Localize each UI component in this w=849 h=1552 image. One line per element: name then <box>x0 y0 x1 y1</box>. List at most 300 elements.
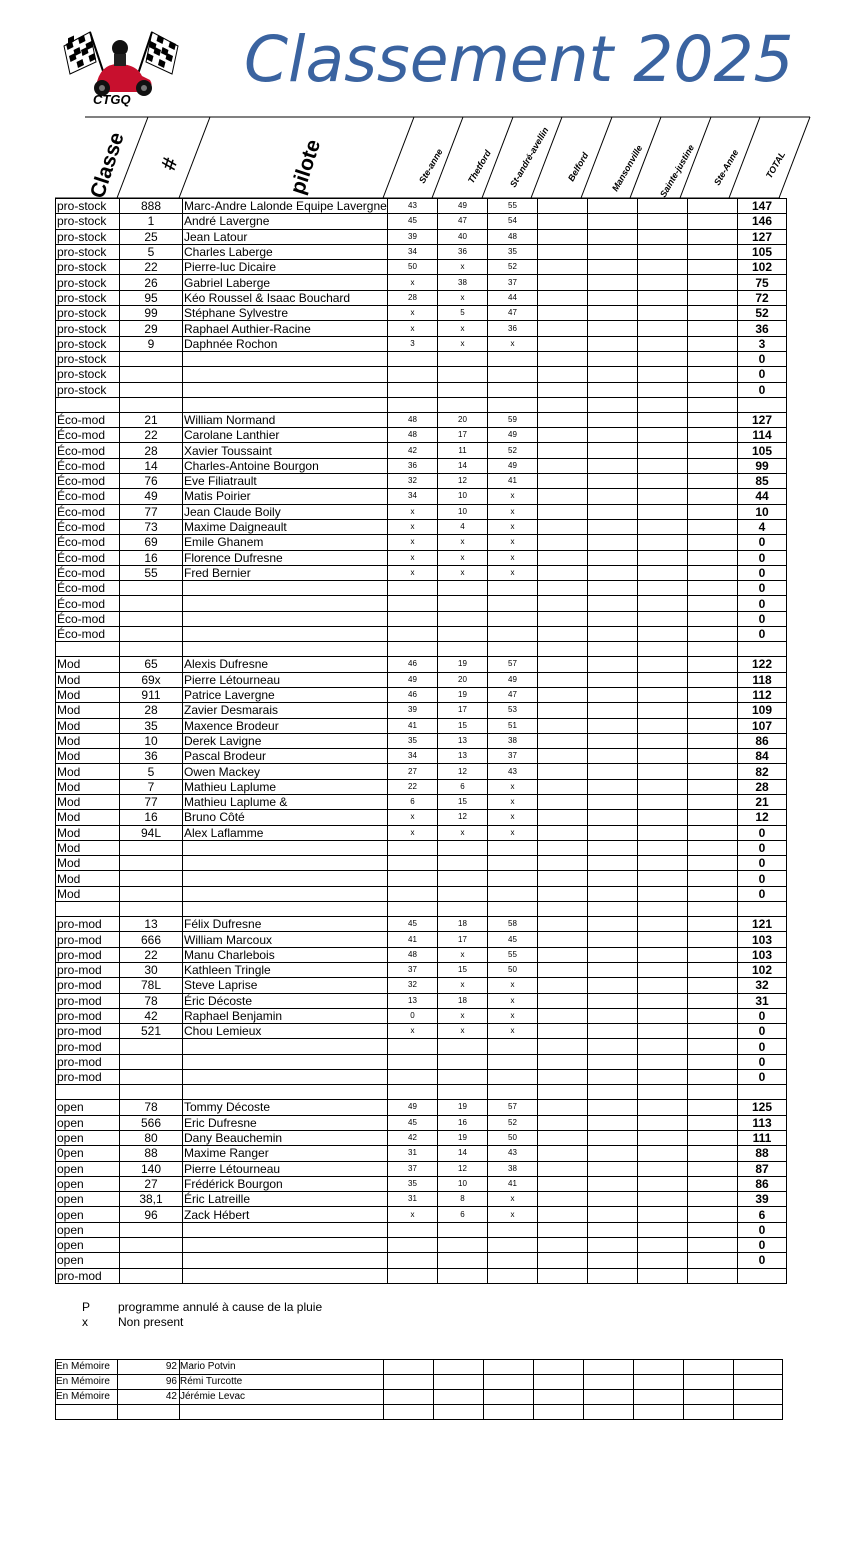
score-cell <box>538 474 588 489</box>
empty-cell <box>584 1390 634 1405</box>
class-cell: Mod <box>56 657 120 672</box>
number-cell: 16 <box>120 810 183 825</box>
table-row <box>56 657 787 672</box>
score-cell: 45 <box>388 1115 438 1130</box>
score-cell <box>538 1024 588 1039</box>
score-cell <box>688 290 738 305</box>
score-cell: 12 <box>438 810 488 825</box>
score-cell: x <box>438 260 488 275</box>
score-cell <box>588 336 638 351</box>
score-cell: 52 <box>488 1115 538 1130</box>
logo-text: CTGQ <box>93 92 131 107</box>
table-row <box>56 1039 787 1054</box>
empty-cell <box>584 1405 634 1420</box>
empty-cell <box>734 1360 783 1375</box>
score-cell <box>488 351 538 366</box>
number-cell <box>120 1039 183 1054</box>
pilot-cell: Matis Poirier <box>183 489 388 504</box>
empty-cell <box>634 1390 684 1405</box>
total-cell: 75 <box>738 275 787 290</box>
score-cell: 59 <box>488 412 538 427</box>
memorial-label: En Mémoire <box>56 1390 118 1405</box>
score-cell: 38 <box>488 1161 538 1176</box>
total-cell: 127 <box>738 229 787 244</box>
score-cell <box>588 290 638 305</box>
score-cell: 41 <box>488 1176 538 1191</box>
score-cell: 15 <box>438 962 488 977</box>
score-cell: x <box>438 947 488 962</box>
table-row <box>56 932 787 947</box>
number-cell: 95 <box>120 290 183 305</box>
score-cell <box>588 840 638 855</box>
class-cell: open <box>56 1207 120 1222</box>
score-cell: 10 <box>438 489 488 504</box>
score-cell <box>538 627 588 642</box>
score-cell <box>438 1070 488 1085</box>
empty-cell <box>634 1360 684 1375</box>
number-cell: 888 <box>120 199 183 214</box>
number-cell: 10 <box>120 733 183 748</box>
score-cell <box>388 886 438 901</box>
score-cell <box>638 535 688 550</box>
table-row <box>56 779 787 794</box>
score-cell <box>588 382 638 397</box>
number-cell <box>120 856 183 871</box>
table-row <box>56 917 787 932</box>
empty-cell <box>538 397 588 412</box>
score-cell: 39 <box>388 703 438 718</box>
score-cell <box>638 1176 688 1191</box>
header-classe: Classe <box>86 129 129 202</box>
empty-cell <box>734 1375 783 1390</box>
legend-symbol: x <box>82 1315 88 1329</box>
score-cell <box>588 718 638 733</box>
score-cell: 55 <box>488 199 538 214</box>
score-cell <box>538 1222 588 1237</box>
total-cell: 102 <box>738 260 787 275</box>
score-cell: 39 <box>388 229 438 244</box>
class-cell: open <box>56 1130 120 1145</box>
legend-symbol: P <box>82 1300 91 1314</box>
score-cell <box>488 1238 538 1253</box>
total-cell: 0 <box>738 351 787 366</box>
table-row <box>56 825 787 840</box>
score-cell: 54 <box>488 214 538 229</box>
score-cell <box>638 489 688 504</box>
score-cell <box>638 687 688 702</box>
score-cell <box>588 244 638 259</box>
score-cell <box>638 932 688 947</box>
score-cell: x <box>388 535 438 550</box>
empty-cell <box>183 642 388 657</box>
score-cell <box>588 367 638 382</box>
pilot-cell: Frédérick Bourgon <box>183 1176 388 1191</box>
score-cell: 49 <box>488 428 538 443</box>
empty-cell <box>688 397 738 412</box>
score-cell <box>638 611 688 626</box>
score-cell <box>638 596 688 611</box>
number-cell: 21 <box>120 412 183 427</box>
score-cell <box>688 1008 738 1023</box>
score-cell <box>638 1253 688 1268</box>
legend-text: programme annulé à cause de la pluie <box>118 1300 323 1314</box>
score-cell <box>588 1130 638 1145</box>
class-cell: pro-stock <box>56 321 120 336</box>
number-cell: 5 <box>120 764 183 779</box>
total-cell: 125 <box>738 1100 787 1115</box>
empty-cell <box>738 397 787 412</box>
pilot-cell <box>183 856 388 871</box>
total-cell: 113 <box>738 1115 787 1130</box>
score-cell <box>438 1253 488 1268</box>
table-row <box>56 1146 787 1161</box>
score-cell <box>638 412 688 427</box>
score-cell: 14 <box>438 458 488 473</box>
score-cell <box>388 840 438 855</box>
pilot-cell: William Normand <box>183 412 388 427</box>
score-cell: 37 <box>488 749 538 764</box>
score-cell <box>688 229 738 244</box>
score-cell <box>538 718 588 733</box>
score-cell: x <box>438 321 488 336</box>
empty-cell <box>638 642 688 657</box>
number-cell <box>120 840 183 855</box>
total-cell: 4 <box>738 519 787 534</box>
table-row <box>56 672 787 687</box>
score-cell <box>638 321 688 336</box>
empty-cell <box>588 902 638 917</box>
empty-cell <box>388 1085 438 1100</box>
class-cell: open <box>56 1176 120 1191</box>
score-cell <box>488 596 538 611</box>
score-cell: 19 <box>438 1130 488 1145</box>
score-cell <box>638 1024 688 1039</box>
table-row <box>56 1024 787 1039</box>
score-cell: x <box>488 825 538 840</box>
class-cell: pro-stock <box>56 336 120 351</box>
score-cell: 46 <box>388 657 438 672</box>
score-cell <box>488 1039 538 1054</box>
legend-row <box>82 1300 322 1315</box>
class-cell: Mod <box>56 733 120 748</box>
score-cell <box>638 382 688 397</box>
score-cell <box>588 1024 638 1039</box>
table-row <box>56 794 787 809</box>
class-cell: pro-stock <box>56 229 120 244</box>
score-cell <box>638 290 688 305</box>
class-cell: Mod <box>56 886 120 901</box>
score-cell <box>538 367 588 382</box>
score-cell: 47 <box>488 687 538 702</box>
score-cell <box>688 733 738 748</box>
score-cell: x <box>388 1207 438 1222</box>
total-cell: 102 <box>738 962 787 977</box>
score-cell <box>638 519 688 534</box>
empty-cell <box>634 1405 684 1420</box>
score-cell <box>638 229 688 244</box>
number-cell: 78 <box>120 1100 183 1115</box>
number-cell <box>120 1238 183 1253</box>
table-row <box>56 703 787 718</box>
score-cell <box>638 1100 688 1115</box>
empty-cell <box>588 642 638 657</box>
score-cell <box>588 779 638 794</box>
total-cell: 103 <box>738 932 787 947</box>
score-cell <box>588 351 638 366</box>
score-cell <box>438 1039 488 1054</box>
total-cell: 32 <box>738 978 787 993</box>
score-cell <box>688 978 738 993</box>
table-row <box>56 519 787 534</box>
number-cell: 14 <box>120 458 183 473</box>
score-cell: 31 <box>388 1146 438 1161</box>
score-cell: 28 <box>388 290 438 305</box>
score-cell <box>588 474 638 489</box>
empty-cell <box>434 1390 484 1405</box>
table-row <box>56 1008 787 1023</box>
score-cell <box>388 627 438 642</box>
number-cell: 29 <box>120 321 183 336</box>
total-cell: 88 <box>738 1146 787 1161</box>
score-cell: 6 <box>438 1207 488 1222</box>
pilot-cell <box>183 1222 388 1237</box>
header-event-3: St-andré-avellin <box>508 125 551 189</box>
score-cell: 41 <box>488 474 538 489</box>
number-cell: 521 <box>120 1024 183 1039</box>
score-cell <box>638 1130 688 1145</box>
number-cell <box>120 1268 183 1283</box>
score-cell: 45 <box>388 917 438 932</box>
score-cell: 50 <box>488 1130 538 1145</box>
score-cell <box>488 382 538 397</box>
empty-cell <box>538 1085 588 1100</box>
class-cell: pro-stock <box>56 351 120 366</box>
score-cell <box>388 1222 438 1237</box>
score-cell <box>638 443 688 458</box>
score-cell: 45 <box>388 214 438 229</box>
total-cell: 114 <box>738 428 787 443</box>
score-cell <box>538 489 588 504</box>
score-cell <box>688 550 738 565</box>
pilot-cell: Carolane Lanthier <box>183 428 388 443</box>
table-row <box>56 718 787 733</box>
class-cell: Éco-mod <box>56 428 120 443</box>
score-cell <box>538 412 588 427</box>
class-cell: Mod <box>56 779 120 794</box>
score-cell <box>588 412 638 427</box>
score-cell <box>388 1238 438 1253</box>
score-cell <box>638 565 688 580</box>
score-cell: 22 <box>388 779 438 794</box>
total-cell: 0 <box>738 1253 787 1268</box>
table-row <box>56 1222 787 1237</box>
score-cell <box>688 565 738 580</box>
score-cell: 49 <box>388 672 438 687</box>
table-row <box>56 336 787 351</box>
score-cell <box>688 244 738 259</box>
score-cell <box>638 993 688 1008</box>
score-cell <box>488 840 538 855</box>
number-cell <box>120 1222 183 1237</box>
pilot-cell: Eve Filiatrault <box>183 474 388 489</box>
class-cell: pro-mod <box>56 1008 120 1023</box>
score-cell: 34 <box>388 244 438 259</box>
score-cell <box>688 1253 738 1268</box>
score-cell: 40 <box>438 229 488 244</box>
number-cell: 77 <box>120 504 183 519</box>
table-row <box>56 993 787 1008</box>
score-cell: 18 <box>438 917 488 932</box>
score-cell <box>688 1115 738 1130</box>
score-cell <box>638 1222 688 1237</box>
class-cell: Éco-mod <box>56 489 120 504</box>
score-cell <box>538 886 588 901</box>
empty-cell <box>120 1085 183 1100</box>
score-cell <box>588 886 638 901</box>
score-cell <box>688 306 738 321</box>
table-row <box>56 199 787 214</box>
number-cell <box>120 1070 183 1085</box>
score-cell: 19 <box>438 1100 488 1115</box>
table-row <box>56 1192 787 1207</box>
pilot-cell: Charles Laberge <box>183 244 388 259</box>
table-row <box>56 978 787 993</box>
score-cell <box>438 1238 488 1253</box>
table-row <box>56 535 787 550</box>
class-cell: Éco-mod <box>56 474 120 489</box>
empty-cell <box>438 642 488 657</box>
number-cell: 65 <box>120 657 183 672</box>
score-cell: x <box>438 336 488 351</box>
score-cell <box>638 306 688 321</box>
score-cell <box>688 657 738 672</box>
class-cell: Mod <box>56 672 120 687</box>
total-cell: 103 <box>738 947 787 962</box>
score-cell <box>688 611 738 626</box>
total-cell: 0 <box>738 1222 787 1237</box>
total-cell: 0 <box>738 1070 787 1085</box>
score-cell <box>688 779 738 794</box>
pilot-cell <box>183 611 388 626</box>
score-cell <box>588 1100 638 1115</box>
score-cell: 50 <box>488 962 538 977</box>
table-row <box>56 1161 787 1176</box>
class-cell: Éco-mod <box>56 627 120 642</box>
score-cell <box>688 1054 738 1069</box>
score-cell <box>688 489 738 504</box>
number-cell: 99 <box>120 306 183 321</box>
score-cell: 17 <box>438 703 488 718</box>
score-cell: 49 <box>488 672 538 687</box>
score-cell: 57 <box>488 1100 538 1115</box>
empty-cell <box>438 397 488 412</box>
score-cell <box>388 351 438 366</box>
number-cell: 22 <box>120 947 183 962</box>
pilot-cell <box>183 1238 388 1253</box>
memorial-number: 96 <box>118 1375 180 1390</box>
empty-cell <box>638 1085 688 1100</box>
score-cell <box>588 856 638 871</box>
score-cell: 13 <box>388 993 438 1008</box>
score-cell <box>638 779 688 794</box>
empty-cell <box>638 397 688 412</box>
class-cell: pro-stock <box>56 382 120 397</box>
score-cell <box>688 1024 738 1039</box>
score-cell: x <box>388 519 438 534</box>
score-cell <box>538 199 588 214</box>
score-cell <box>538 1054 588 1069</box>
class-cell: pro-stock <box>56 244 120 259</box>
empty-cell <box>384 1390 434 1405</box>
empty-cell <box>384 1405 434 1420</box>
score-cell: x <box>388 565 438 580</box>
score-cell <box>538 351 588 366</box>
number-cell: 94L <box>120 825 183 840</box>
score-cell <box>538 794 588 809</box>
class-cell: pro-mod <box>56 962 120 977</box>
pilot-cell: Pierre-luc Dicaire <box>183 260 388 275</box>
memorial-name: Jérémie Levac <box>180 1390 384 1405</box>
score-cell <box>538 1268 588 1283</box>
score-cell <box>538 764 588 779</box>
score-cell <box>588 1161 638 1176</box>
table-row <box>56 382 787 397</box>
pilot-cell: Pierre Létourneau <box>183 1161 388 1176</box>
score-cell <box>538 779 588 794</box>
score-cell: 47 <box>438 214 488 229</box>
score-cell: 8 <box>438 1192 488 1207</box>
number-cell: 22 <box>120 260 183 275</box>
memorial-number: 92 <box>118 1360 180 1375</box>
score-cell: x <box>488 519 538 534</box>
score-cell <box>538 275 588 290</box>
score-cell: x <box>488 550 538 565</box>
score-cell <box>588 703 638 718</box>
pilot-cell: Steve Laprise <box>183 978 388 993</box>
score-cell <box>688 962 738 977</box>
score-cell <box>638 367 688 382</box>
pilot-cell: Alexis Dufresne <box>183 657 388 672</box>
total-cell: 86 <box>738 733 787 748</box>
score-cell <box>688 519 738 534</box>
empty-cell <box>538 642 588 657</box>
score-cell <box>588 917 638 932</box>
score-cell <box>588 947 638 962</box>
number-cell: 69x <box>120 672 183 687</box>
score-cell <box>638 550 688 565</box>
score-cell <box>488 856 538 871</box>
score-cell <box>638 627 688 642</box>
score-cell <box>538 519 588 534</box>
score-cell <box>538 1070 588 1085</box>
table-row <box>56 627 787 642</box>
empty-cell <box>384 1375 434 1390</box>
empty-cell <box>534 1405 584 1420</box>
memorial-name: Rémi Turcotte <box>180 1375 384 1390</box>
score-cell <box>688 412 738 427</box>
class-cell: Mod <box>56 825 120 840</box>
table-row <box>56 290 787 305</box>
score-cell <box>588 1268 638 1283</box>
total-cell: 121 <box>738 917 787 932</box>
score-cell <box>638 275 688 290</box>
score-cell <box>688 947 738 962</box>
score-cell <box>538 993 588 1008</box>
score-cell: x <box>438 978 488 993</box>
empty-cell <box>688 902 738 917</box>
table-row <box>56 581 787 596</box>
total-cell: 84 <box>738 749 787 764</box>
